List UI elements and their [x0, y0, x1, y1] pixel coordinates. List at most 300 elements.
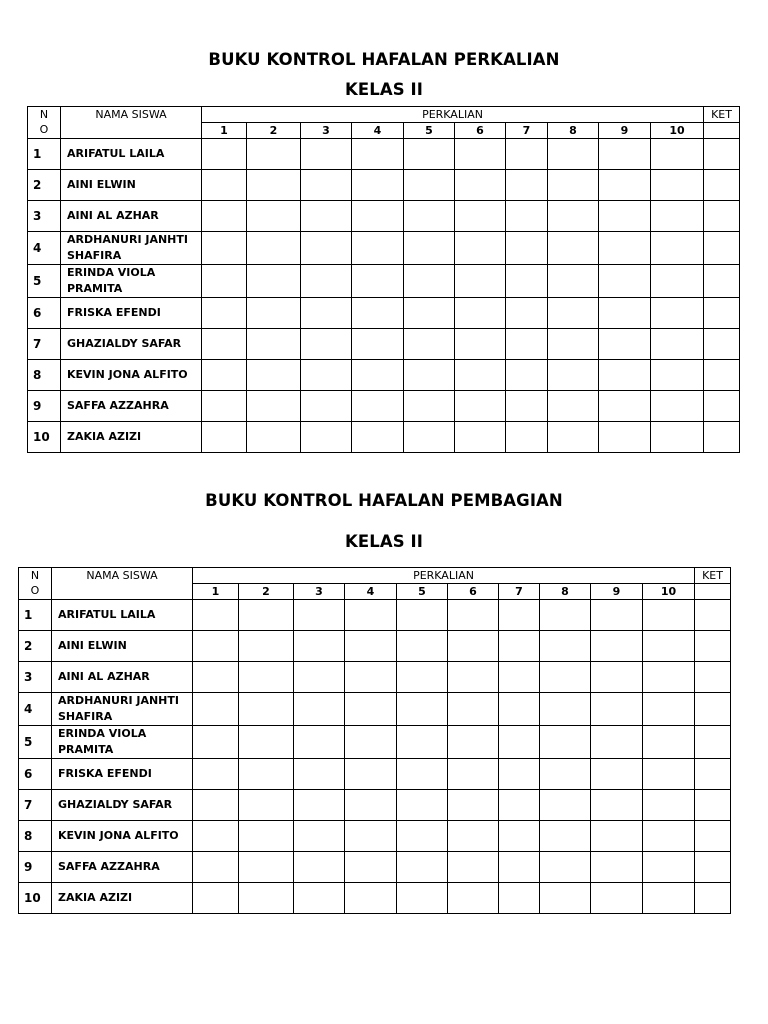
column-number: 8 [548, 123, 599, 139]
row-number: 1 [19, 600, 52, 631]
table-row [19, 821, 731, 852]
score-cell[interactable] [294, 662, 345, 693]
ket-cell[interactable] [704, 391, 740, 422]
row-number: 2 [28, 170, 61, 201]
control-table [27, 106, 740, 453]
score-cell[interactable] [239, 726, 294, 759]
score-cell[interactable] [448, 790, 499, 821]
header-nama-siswa: NAMA SISWA [61, 107, 202, 139]
score-cell[interactable] [499, 693, 540, 726]
score-cell[interactable] [239, 852, 294, 883]
score-cell[interactable] [202, 170, 247, 201]
ket-cell[interactable] [704, 360, 740, 391]
score-cell[interactable] [345, 821, 397, 852]
score-cell[interactable] [651, 422, 704, 453]
score-cell[interactable] [404, 139, 455, 170]
ket-cell[interactable] [695, 662, 731, 693]
ket-cell[interactable] [704, 201, 740, 232]
header-perkalian: PERKALIAN [193, 568, 695, 584]
student-name: GHAZIALDY SAFAR [52, 790, 193, 821]
score-cell[interactable] [239, 662, 294, 693]
score-cell[interactable] [202, 139, 247, 170]
student-name: AINI AL AZHAR [52, 662, 193, 693]
student-name: ZAKIA AZIZI [61, 422, 202, 453]
score-cell[interactable] [301, 298, 352, 329]
score-cell[interactable] [448, 726, 499, 759]
score-cell[interactable] [352, 422, 404, 453]
score-cell[interactable] [352, 170, 404, 201]
row-number: 4 [28, 232, 61, 265]
score-cell[interactable] [591, 790, 643, 821]
score-cell[interactable] [643, 662, 695, 693]
table-row [28, 265, 740, 298]
score-cell[interactable] [599, 298, 651, 329]
score-cell[interactable] [548, 391, 599, 422]
score-cell[interactable] [448, 600, 499, 631]
student-name: AINI ELWIN [61, 170, 202, 201]
score-cell[interactable] [247, 360, 301, 391]
score-cell[interactable] [599, 232, 651, 265]
score-cell[interactable] [397, 600, 448, 631]
student-name: ERINDA VIOLA PRAMITA [61, 265, 202, 298]
score-cell[interactable] [540, 631, 591, 662]
score-cell[interactable] [591, 883, 643, 914]
column-number: 7 [499, 584, 540, 600]
ket-cell[interactable] [695, 693, 731, 726]
score-cell[interactable] [651, 139, 704, 170]
column-number: 10 [651, 123, 704, 139]
score-cell[interactable] [202, 265, 247, 298]
row-number: 10 [28, 422, 61, 453]
score-cell[interactable] [506, 329, 548, 360]
score-cell[interactable] [404, 391, 455, 422]
score-cell[interactable] [352, 329, 404, 360]
score-cell[interactable] [404, 422, 455, 453]
score-cell[interactable] [239, 883, 294, 914]
ket-cell[interactable] [704, 139, 740, 170]
student-name: FRISKA EFENDI [61, 298, 202, 329]
score-cell[interactable] [499, 726, 540, 759]
score-cell[interactable] [599, 391, 651, 422]
score-cell[interactable] [202, 422, 247, 453]
score-cell[interactable] [643, 883, 695, 914]
row-number: 3 [28, 201, 61, 232]
column-number: 3 [301, 123, 352, 139]
score-cell[interactable] [643, 759, 695, 790]
header-ket: KET [695, 568, 731, 584]
score-cell[interactable] [404, 232, 455, 265]
score-cell[interactable] [239, 693, 294, 726]
header-no: N O [28, 107, 61, 139]
score-cell[interactable] [193, 662, 239, 693]
score-cell[interactable] [455, 265, 506, 298]
student-name: AINI AL AZHAR [61, 201, 202, 232]
row-number: 5 [19, 726, 52, 759]
table-row [28, 139, 740, 170]
score-cell[interactable] [643, 600, 695, 631]
score-cell[interactable] [202, 360, 247, 391]
ket-cell[interactable] [695, 600, 731, 631]
score-cell[interactable] [540, 693, 591, 726]
score-cell[interactable] [352, 139, 404, 170]
score-cell[interactable] [499, 662, 540, 693]
score-cell[interactable] [202, 329, 247, 360]
column-number: 3 [294, 584, 345, 600]
score-cell[interactable] [397, 759, 448, 790]
header-ket: KET [704, 107, 740, 123]
student-name: AINI ELWIN [52, 631, 193, 662]
score-cell[interactable] [455, 360, 506, 391]
row-number: 1 [28, 139, 61, 170]
score-cell[interactable] [397, 821, 448, 852]
score-cell[interactable] [599, 265, 651, 298]
score-cell[interactable] [294, 759, 345, 790]
score-cell[interactable] [193, 726, 239, 759]
ket-cell[interactable] [695, 883, 731, 914]
column-number: 6 [448, 584, 499, 600]
score-cell[interactable] [499, 821, 540, 852]
score-cell[interactable] [548, 360, 599, 391]
score-cell[interactable] [591, 693, 643, 726]
score-cell[interactable] [397, 662, 448, 693]
score-cell[interactable] [294, 852, 345, 883]
score-cell[interactable] [548, 298, 599, 329]
score-cell[interactable] [599, 360, 651, 391]
score-cell[interactable] [599, 422, 651, 453]
score-cell[interactable] [202, 201, 247, 232]
ket-cell[interactable] [695, 631, 731, 662]
score-cell[interactable] [193, 600, 239, 631]
score-cell[interactable] [301, 360, 352, 391]
score-cell[interactable] [499, 790, 540, 821]
row-number: 6 [28, 298, 61, 329]
score-cell[interactable] [540, 821, 591, 852]
ket-cell[interactable] [704, 170, 740, 201]
score-cell[interactable] [455, 298, 506, 329]
score-cell[interactable] [345, 693, 397, 726]
ket-cell[interactable] [695, 790, 731, 821]
score-cell[interactable] [540, 600, 591, 631]
table-row [19, 726, 731, 759]
score-cell[interactable] [548, 232, 599, 265]
score-cell[interactable] [294, 631, 345, 662]
score-cell[interactable] [591, 726, 643, 759]
score-cell[interactable] [247, 265, 301, 298]
score-cell[interactable] [651, 298, 704, 329]
score-cell[interactable] [301, 232, 352, 265]
score-cell[interactable] [345, 759, 397, 790]
score-cell[interactable] [651, 391, 704, 422]
column-number: 1 [202, 123, 247, 139]
score-cell[interactable] [506, 265, 548, 298]
score-cell[interactable] [548, 170, 599, 201]
student-name: KEVIN JONA ALFITO [52, 821, 193, 852]
score-cell[interactable] [448, 852, 499, 883]
column-number: 2 [247, 123, 301, 139]
score-cell[interactable] [651, 329, 704, 360]
score-cell[interactable] [455, 170, 506, 201]
table-row [28, 360, 740, 391]
table-row [19, 852, 731, 883]
score-cell[interactable] [247, 391, 301, 422]
score-cell[interactable] [345, 662, 397, 693]
table-row [19, 759, 731, 790]
student-name: ARIFATUL LAILA [52, 600, 193, 631]
score-cell[interactable] [506, 298, 548, 329]
score-cell[interactable] [591, 852, 643, 883]
score-cell[interactable] [247, 329, 301, 360]
score-cell[interactable] [506, 422, 548, 453]
table-row [28, 391, 740, 422]
score-cell[interactable] [643, 821, 695, 852]
score-cell[interactable] [301, 170, 352, 201]
table-row [19, 790, 731, 821]
score-cell[interactable] [599, 329, 651, 360]
row-number: 2 [19, 631, 52, 662]
score-cell[interactable] [651, 265, 704, 298]
score-cell[interactable] [202, 232, 247, 265]
score-cell[interactable] [455, 329, 506, 360]
header-nama-siswa: NAMA SISWA [52, 568, 193, 600]
score-cell[interactable] [404, 298, 455, 329]
score-cell[interactable] [548, 139, 599, 170]
section-title: BUKU KONTROL HAFALAN PEMBAGIAN [205, 491, 563, 510]
score-cell[interactable] [643, 631, 695, 662]
score-cell[interactable] [247, 170, 301, 201]
score-cell[interactable] [345, 852, 397, 883]
score-cell[interactable] [499, 759, 540, 790]
score-cell[interactable] [397, 631, 448, 662]
score-cell[interactable] [455, 201, 506, 232]
table-row [28, 170, 740, 201]
score-cell[interactable] [448, 693, 499, 726]
header-ket-blank [695, 584, 731, 600]
score-cell[interactable] [404, 329, 455, 360]
section-subtitle: KELAS II [344, 532, 424, 551]
student-name: ARDHANURI JANHTI SHAFIRA [52, 693, 193, 726]
score-cell[interactable] [599, 170, 651, 201]
score-cell[interactable] [301, 139, 352, 170]
score-cell[interactable] [397, 883, 448, 914]
table-row [19, 662, 731, 693]
score-cell[interactable] [294, 790, 345, 821]
table-row [28, 201, 740, 232]
student-name: SAFFA AZZAHRA [52, 852, 193, 883]
row-number: 10 [19, 883, 52, 914]
score-cell[interactable] [540, 662, 591, 693]
student-name: ERINDA VIOLA PRAMITA [52, 726, 193, 759]
score-cell[interactable] [352, 201, 404, 232]
score-cell[interactable] [506, 391, 548, 422]
score-cell[interactable] [247, 422, 301, 453]
score-cell[interactable] [404, 201, 455, 232]
column-number: 9 [599, 123, 651, 139]
score-cell[interactable] [301, 422, 352, 453]
row-number: 9 [19, 852, 52, 883]
header-no: N O [19, 568, 52, 600]
score-cell[interactable] [540, 883, 591, 914]
score-cell[interactable] [352, 232, 404, 265]
score-cell[interactable] [448, 759, 499, 790]
column-number: 4 [345, 584, 397, 600]
score-cell[interactable] [345, 726, 397, 759]
score-cell[interactable] [193, 883, 239, 914]
score-cell[interactable] [643, 790, 695, 821]
score-cell[interactable] [599, 201, 651, 232]
header-ket-blank [704, 123, 740, 139]
score-cell[interactable] [506, 232, 548, 265]
score-cell[interactable] [294, 883, 345, 914]
score-cell[interactable] [448, 631, 499, 662]
ket-cell[interactable] [695, 852, 731, 883]
score-cell[interactable] [247, 298, 301, 329]
score-cell[interactable] [643, 726, 695, 759]
score-cell[interactable] [345, 600, 397, 631]
score-cell[interactable] [591, 821, 643, 852]
score-cell[interactable] [193, 759, 239, 790]
table-row [19, 883, 731, 914]
score-cell[interactable] [499, 883, 540, 914]
score-cell[interactable] [294, 726, 345, 759]
column-number: 6 [455, 123, 506, 139]
score-cell[interactable] [397, 852, 448, 883]
score-cell[interactable] [506, 201, 548, 232]
ket-cell[interactable] [704, 329, 740, 360]
score-cell[interactable] [239, 759, 294, 790]
score-cell[interactable] [499, 631, 540, 662]
score-cell[interactable] [397, 790, 448, 821]
row-number: 6 [19, 759, 52, 790]
score-cell[interactable] [404, 360, 455, 391]
score-cell[interactable] [455, 422, 506, 453]
score-cell[interactable] [239, 600, 294, 631]
score-cell[interactable] [301, 329, 352, 360]
ket-cell[interactable] [704, 232, 740, 265]
score-cell[interactable] [506, 139, 548, 170]
column-number: 4 [352, 123, 404, 139]
score-cell[interactable] [540, 759, 591, 790]
score-cell[interactable] [548, 422, 599, 453]
score-cell[interactable] [352, 298, 404, 329]
score-cell[interactable] [448, 883, 499, 914]
score-cell[interactable] [506, 170, 548, 201]
score-cell[interactable] [506, 360, 548, 391]
score-cell[interactable] [247, 139, 301, 170]
score-cell[interactable] [455, 139, 506, 170]
score-cell[interactable] [301, 201, 352, 232]
score-cell[interactable] [643, 852, 695, 883]
ket-cell[interactable] [704, 298, 740, 329]
score-cell[interactable] [239, 790, 294, 821]
score-cell[interactable] [499, 852, 540, 883]
row-number: 9 [28, 391, 61, 422]
score-cell[interactable] [591, 600, 643, 631]
score-cell[interactable] [499, 600, 540, 631]
row-number: 8 [28, 360, 61, 391]
score-cell[interactable] [548, 201, 599, 232]
score-cell[interactable] [345, 790, 397, 821]
score-cell[interactable] [643, 693, 695, 726]
score-cell[interactable] [352, 391, 404, 422]
score-cell[interactable] [202, 298, 247, 329]
table-row [19, 631, 731, 662]
row-number: 7 [19, 790, 52, 821]
score-cell[interactable] [193, 693, 239, 726]
score-cell[interactable] [651, 170, 704, 201]
score-cell[interactable] [193, 821, 239, 852]
score-cell[interactable] [455, 232, 506, 265]
ket-cell[interactable] [695, 821, 731, 852]
column-number: 1 [193, 584, 239, 600]
score-cell[interactable] [193, 631, 239, 662]
student-name: SAFFA AZZAHRA [61, 391, 202, 422]
score-cell[interactable] [247, 201, 301, 232]
score-cell[interactable] [352, 360, 404, 391]
score-cell[interactable] [294, 600, 345, 631]
control-table [18, 567, 731, 914]
section-subtitle: KELAS II [344, 80, 424, 99]
score-cell[interactable] [294, 693, 345, 726]
score-cell[interactable] [404, 170, 455, 201]
ket-cell[interactable] [695, 759, 731, 790]
score-cell[interactable] [455, 391, 506, 422]
score-cell[interactable] [397, 726, 448, 759]
score-cell[interactable] [448, 662, 499, 693]
student-name: FRISKA EFENDI [52, 759, 193, 790]
score-cell[interactable] [301, 391, 352, 422]
column-number: 9 [591, 584, 643, 600]
score-cell[interactable] [591, 662, 643, 693]
score-cell[interactable] [599, 139, 651, 170]
score-cell[interactable] [548, 265, 599, 298]
score-cell[interactable] [193, 790, 239, 821]
ket-cell[interactable] [695, 726, 731, 759]
column-number: 8 [540, 584, 591, 600]
column-number: 2 [239, 584, 294, 600]
score-cell[interactable] [294, 821, 345, 852]
student-name: GHAZIALDY SAFAR [61, 329, 202, 360]
score-cell[interactable] [404, 265, 455, 298]
score-cell[interactable] [651, 232, 704, 265]
score-cell[interactable] [352, 265, 404, 298]
row-number: 7 [28, 329, 61, 360]
score-cell[interactable] [193, 852, 239, 883]
score-cell[interactable] [548, 329, 599, 360]
score-cell[interactable] [448, 821, 499, 852]
score-cell[interactable] [540, 852, 591, 883]
score-cell[interactable] [247, 232, 301, 265]
score-cell[interactable] [591, 631, 643, 662]
score-cell[interactable] [239, 821, 294, 852]
score-cell[interactable] [540, 790, 591, 821]
score-cell[interactable] [651, 201, 704, 232]
score-cell[interactable] [345, 631, 397, 662]
student-name: ARIFATUL LAILA [61, 139, 202, 170]
score-cell[interactable] [651, 360, 704, 391]
score-cell[interactable] [202, 391, 247, 422]
score-cell[interactable] [397, 693, 448, 726]
row-number: 4 [19, 693, 52, 726]
student-name: ARDHANURI JANHTI SHAFIRA [61, 232, 202, 265]
score-cell[interactable] [345, 883, 397, 914]
score-cell[interactable] [591, 759, 643, 790]
ket-cell[interactable] [704, 265, 740, 298]
score-cell[interactable] [301, 265, 352, 298]
column-number: 5 [397, 584, 448, 600]
score-cell[interactable] [540, 726, 591, 759]
ket-cell[interactable] [704, 422, 740, 453]
score-cell[interactable] [239, 631, 294, 662]
